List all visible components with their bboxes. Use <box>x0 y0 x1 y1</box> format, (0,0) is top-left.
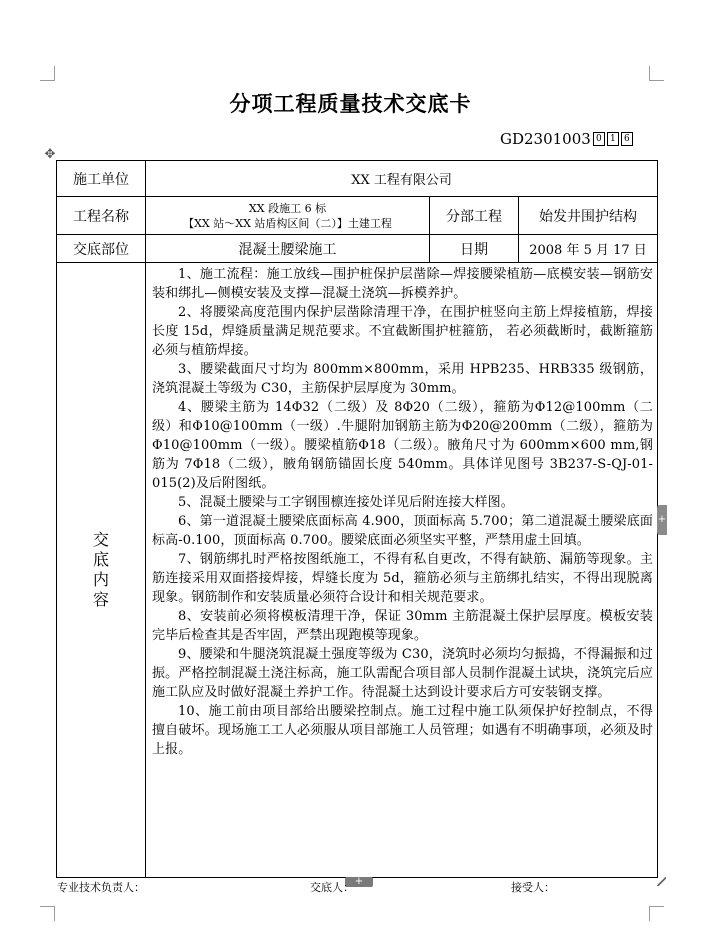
content-paragraph: 10、施工前由项目部给出腰梁控制点。施工过程中施工队须保护好控制点，不得擅自破坏。现场施工工人必须服从项目部施工人员管理；如遇有不明确事项，必须及时上报。 <box>152 704 654 757</box>
document-number-prefix: GD2301003 <box>500 130 591 148</box>
content-paragraph: 3、腰梁截面尺寸均为 800mm×800mm，采用 HPB235、HRB335 级钢筋，浇筑混凝土等级为 C30，主筋保护层厚度为 30mm。 <box>152 362 654 396</box>
page-corner-mark-bottom-left <box>40 906 55 921</box>
disclosure-card-table <box>56 160 658 878</box>
date-value[interactable]: 2008 年 5 月 17 日 <box>519 235 658 263</box>
table-move-handle-icon[interactable]: ✥ <box>44 147 56 162</box>
subproject-label: 分部工程 <box>430 197 519 235</box>
document-number-box-3: 6 <box>621 132 633 146</box>
content-label-char: 交 <box>92 530 109 549</box>
project-value[interactable] <box>146 197 430 235</box>
table-row <box>57 235 658 263</box>
content-paragraph: 5、混凝土腰梁与工字钢围檩连接处详见后附连接大样图。 <box>178 495 514 510</box>
document-title: 分项工程质量技术交底卡 <box>229 91 472 116</box>
content-paragraph: 4、腰梁主筋为 14Φ32（二级）及 8Φ20（二级），箍筋为Φ12@100mm（二级）和Φ10@100mm（一级）.牛腿附加钢筋主筋为Φ20@200mm（二级），箍筋为Φ10@100mm（一级）。腰梁植筋Φ18（二级）。腋角尺寸为 600mm×600 mm,钢筋为 7Φ18（二级），腋角钢筋锚固长度 540mm。具体详见图号 3B237-S-QJ-01-015(2)及后附图纸。 <box>152 400 654 491</box>
content-paragraph: 9、腰梁和牛腿浇筑混凝土强度等级为 C30，浇筑时必须均匀振捣，不得漏振和过振。严格控制混凝土浇注标高，施工队需配合项目部人员制作混凝土试块，浇筑完后应施工队应及时做好混凝土养护工作。待混凝土达到设计要求后方可安装钢支撑。 <box>152 647 654 700</box>
footer-tech-lead: 专业技术负责人： <box>57 881 145 894</box>
content-label-char: 容 <box>92 590 109 609</box>
part-label: 交底部位 <box>57 235 146 263</box>
content-label <box>57 263 146 878</box>
project-value-line1: XX 段施工 6 标 <box>248 201 327 215</box>
footer-discloser: 交底人： <box>310 881 354 894</box>
unit-value[interactable]: XX 工程有限公司 <box>146 161 658 197</box>
page-corner-mark-bottom-right <box>649 906 664 921</box>
content-paragraph: 8、安装前必须将模板清理干净，保证 30mm 主筋混凝土保护层厚度。模板安装完毕后检查其是否牢固，严禁出现跑模等现象。 <box>152 609 654 643</box>
document-number-box-2: 1 <box>607 132 619 146</box>
table-resize-handle-icon[interactable] <box>657 877 666 886</box>
add-row-button-icon[interactable]: + <box>345 877 373 887</box>
unit-label: 施工单位 <box>57 161 146 197</box>
footer-receiver: 接受人： <box>511 881 555 894</box>
table-row <box>57 161 658 197</box>
table-row <box>57 197 658 235</box>
side-expand-tab-icon[interactable]: + <box>657 505 667 535</box>
content-paragraph: 6、第一道混凝土腰梁底面标高 4.900，顶面标高 5.700；第二道混凝土腰梁底面标高-0.100，顶面标高 0.700。腰梁底面必须坚实平整，严禁用虚土回填。 <box>152 514 654 548</box>
subproject-value[interactable]: 始发井围护结构 <box>519 197 658 235</box>
content-label-char: 内 <box>92 570 109 589</box>
content-paragraph: 1、施工流程：施工放线—围护桩保护层凿除—焊接腰梁植筋—底模安装—钢筋安装和绑扎—侧模安装及支撑—混凝土浇筑—拆模养护。 <box>152 267 654 301</box>
part-value[interactable]: 混凝土腰梁施工 <box>146 235 430 263</box>
project-label: 工程名称 <box>57 197 146 235</box>
page-corner-mark-top-right <box>649 66 664 81</box>
document-number-box-1: 0 <box>593 132 605 146</box>
page-corner-mark-top-left <box>40 66 55 81</box>
content-paragraph: 7、钢筋绑扎时严格按图纸施工，不得有私自更改，不得有缺筋、漏筋等现象。主筋连接采用双面搭接焊接，焊缝长度为 5d，箍筋必须与主筋绑扎结实，不得出现脱离现象。钢筋制作和安装质量必须符合设计和相关规范要求。 <box>152 552 654 605</box>
content-body[interactable] <box>146 263 658 878</box>
document-number <box>500 130 633 148</box>
table-row <box>57 263 658 878</box>
content-label-char: 底 <box>92 550 109 569</box>
date-label: 日期 <box>430 235 519 263</box>
content-paragraph: 2、将腰梁高度范围内保护层凿除清理干净，在围护桩竖向主筋上焊接植筋，焊接长度 15d，焊缝质量满足规范要求。不宜截断围护桩箍筋， 若必须截断时，截断箍筋必须与植筋焊接。 <box>152 305 654 358</box>
project-value-line2: 【XX 站～XX 站盾构区间（二）】土建工程 <box>183 216 392 230</box>
